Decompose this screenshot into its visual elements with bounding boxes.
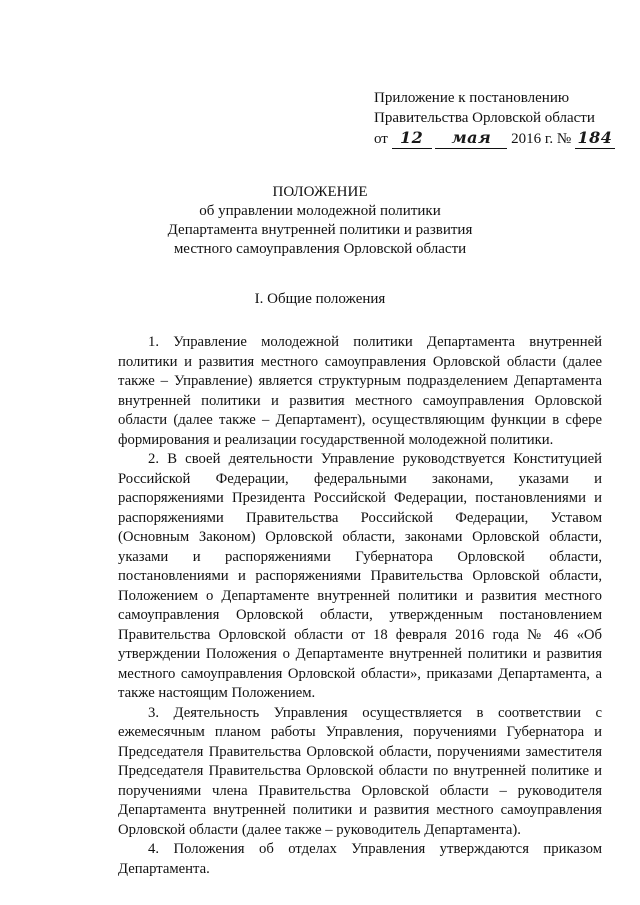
handwritten-day: 12 <box>392 128 432 149</box>
appendix-line-2: Правительства Орловской области <box>374 110 595 126</box>
appendix-date-line <box>374 128 614 149</box>
paragraph: 3. Деятельность Управления осуществляется в соответствии с ежемесячным планом работы Управления, поручениями Губернатора и Председателя Правительства Орловской области, поручениями заместителя Председателя Правительства Орловской области по внутренней политике и поручениями члена Правительства Орловской области – руководителя Департамента внутренней политики и развития местного самоуправления Орловской области (далее также – руководитель Департамента). <box>118 704 602 838</box>
paragraph: 4. Положения об отделах Управления утверждаются приказом Департамента. <box>118 841 602 877</box>
date-prefix: от <box>374 131 388 147</box>
handwritten-number: 184 <box>575 128 615 149</box>
title-heading: ПОЛОЖЕНИЕ <box>272 184 368 200</box>
paragraph: 1. Управление молодежной политики Департамента внутренней политики и развития местного самоуправления Орловской области (далее также – Управление) является структурным подразделением Департамента внутренней политики и развития местного самоуправления Орловской области (далее также – Департамент), осуществляющим функции в сфере формирования и реализации государственной молодежной политики. <box>118 334 602 448</box>
document-body <box>118 333 602 879</box>
title-line-2: Департамента внутренней политики и развития <box>167 222 473 238</box>
date-year: 2016 г. № <box>511 131 572 147</box>
paragraph: 2. В своей деятельности Управление руководствуется Конституцией Российской Федерации, федеральными законами, указами и распоряжениями Президента Российской Федерации, постановлениями и распоряжениями Правительства Российской Федерации, Уставом (Основным Законом) Орловской области, законами Орловской области, указами и распоряжениями Губернатора Орловской области, постановлениями и распоряжениями Правительства Орловской области, Положением о Департаменте внутренней политики и развития местного самоуправления Орловской области, утвержденным постановлением Правительства Орловской области от 18 февраля 2016 года № 46 «Об утверждении Положения о Департаменте внутренней политики и развития местного самоуправления Орловской области», приказами Департамента, а также настоящим Положением. <box>118 451 602 701</box>
title-line-1: об управлении молодежной политики <box>199 203 441 219</box>
appendix-note <box>374 88 614 149</box>
handwritten-month: мая <box>435 128 507 149</box>
title-line-3: местного самоуправления Орловской области <box>173 241 467 257</box>
appendix-line-1: Приложение к постановлению <box>374 90 570 106</box>
section-heading: I. Общие положения <box>254 291 386 307</box>
document-title <box>120 183 520 259</box>
